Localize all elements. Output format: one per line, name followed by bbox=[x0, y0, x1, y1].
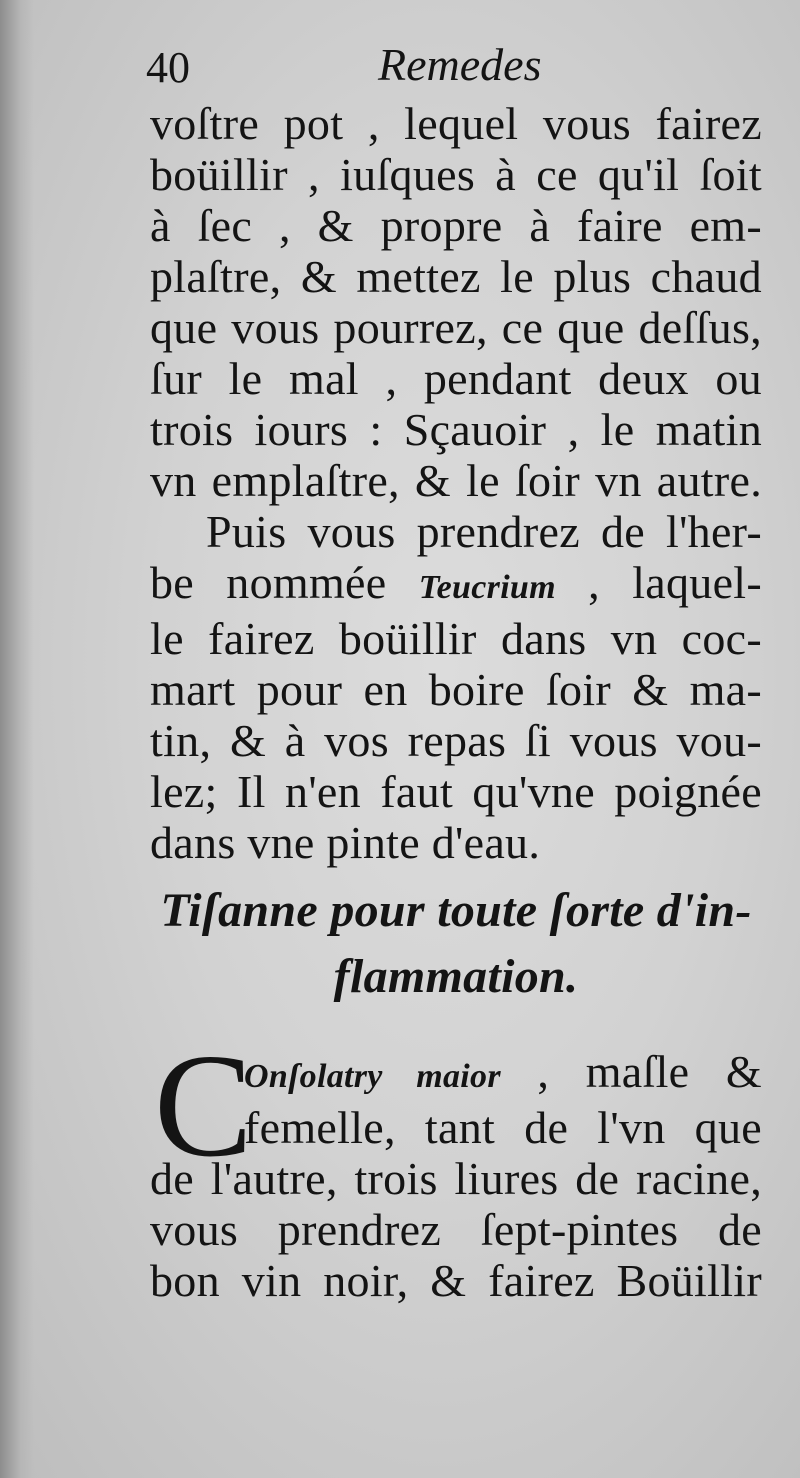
text-line: à ſec , & propre à faire em- bbox=[150, 200, 762, 251]
text-line: vous prendrez ſept-pintes de bbox=[150, 1204, 762, 1255]
text-line bbox=[244, 1046, 762, 1102]
section-heading bbox=[150, 878, 762, 1010]
paragraph-2 bbox=[150, 506, 762, 868]
text-line: dans vne pinte d'eau. bbox=[150, 817, 541, 868]
text-segment: be nommée bbox=[150, 557, 419, 608]
text-line: de l'autre, trois liures de racine, bbox=[150, 1153, 762, 1204]
page-header bbox=[146, 38, 756, 98]
text-line: lez; Il n'en faut qu'vne poignée bbox=[150, 766, 762, 817]
text-line: le fairez boüillir dans vn coc- bbox=[150, 613, 762, 664]
text-line: que vous pourrez, ce que deſſus, bbox=[150, 302, 762, 353]
text-line: femelle, tant de l'vn que bbox=[244, 1102, 762, 1153]
text-line: voſtre pot , lequel vous fairez bbox=[150, 98, 762, 149]
plant-name: Teucrium bbox=[418, 569, 556, 606]
recipe-paragraph bbox=[150, 1024, 762, 1306]
main-text bbox=[150, 98, 762, 868]
text-segment: , maſle & bbox=[500, 1046, 762, 1097]
page-number: 40 bbox=[146, 43, 190, 92]
paragraph-1 bbox=[150, 98, 762, 506]
text-line: bon vin noir, & fairez Boüillir bbox=[150, 1255, 762, 1306]
drop-cap-lines bbox=[244, 1046, 762, 1153]
text-line: Puis vous prendrez de l'her- bbox=[206, 506, 762, 557]
heading-line: Tiſanne pour toute ſorte d'in- bbox=[160, 884, 752, 937]
text-line: tin, & à vos repas ſi vous vou- bbox=[150, 715, 762, 766]
text-line: trois iours : Sçauoir , le matin bbox=[150, 404, 762, 455]
text-line: boüillir , iuſques à ce qu'il ſoit bbox=[150, 149, 762, 200]
plant-name: Onſolatry maior bbox=[244, 1058, 501, 1095]
text-line: ſur le mal , pendant deux ou bbox=[150, 353, 762, 404]
running-head: Remedes bbox=[378, 39, 542, 90]
text-line bbox=[150, 557, 762, 613]
page-gutter-shadow bbox=[0, 0, 34, 1478]
text-line: plaſtre, & mettez le plus chaud bbox=[150, 251, 762, 302]
text-segment: , laquel- bbox=[555, 557, 763, 608]
text-line: vn emplaſtre, & le ſoir vn autre. bbox=[150, 455, 762, 506]
heading-line: flammation. bbox=[333, 950, 579, 1003]
text-line: mart pour en boire ſoir & ma- bbox=[150, 664, 762, 715]
drop-cap: C bbox=[154, 1024, 253, 1188]
